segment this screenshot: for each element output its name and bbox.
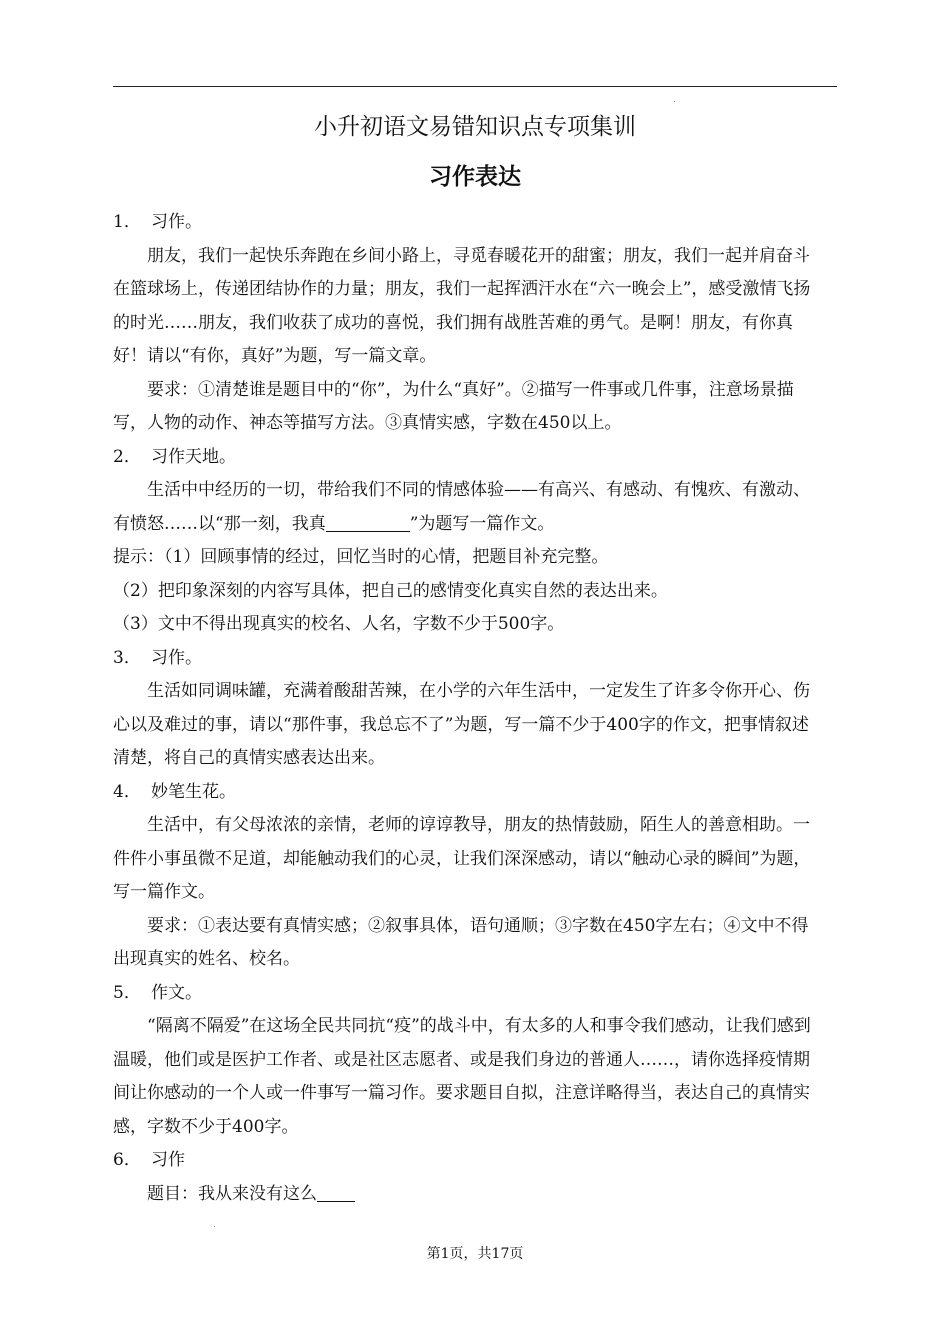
document-title: 小升初语文易错知识点专项集训 — [314, 114, 636, 140]
scan-speck — [214, 1226, 215, 1227]
scan-speck — [674, 101, 675, 102]
question-4-prompt: 生活中，有父母浓浓的亲情，老师的谆谆教导，朋友的热情鼓励，陌生人的善意相助。一件件小事虽微不足道，却能触动我们的心灵，让我们深深感动，请以“触动心录的瞬间”为题，写一篇作文。 — [113, 815, 811, 902]
header-rule — [113, 86, 837, 87]
question-2-tip-2: （2）把印象深刻的内容写具体，把自己的感情变化真实自然的表达出来。 — [113, 580, 668, 601]
page-number: 第1页，共17页 — [426, 1246, 524, 1262]
question-5-heading: 5． 作文。 — [113, 982, 202, 1003]
question-1-prompt: 朋友，我们一起快乐奔跑在乡间小路上，寻觅春暖花开的甜蜜；朋友，我们一起并肩奋斗在篮球场上，传递团结协作的力量；朋友，我们一起挥洒汗水在“六一晚会上”，感受激情飞扬的时光……朋友，我们收获了成功的喜悦，我们拥有战胜苦难的勇气。是啊！朋友，有你真好！请以“有你，真好”为题，写一篇文章。 — [113, 245, 811, 366]
question-5-prompt: “隔离不隔爱”在这场全民共同抗“疫”的战斗中，有太多的人和事令我们感动，让我们感到温暖，他们或是医护工作者、或是社区志愿者、或是我们身边的普通人……，请你选择疫情期间让你感动的一个人或一件事写一篇习作。要求题目自拟，注意详略得当，表达自己的真情实感，字数不少于400字。 — [113, 1016, 811, 1137]
fill-in-blank — [317, 1181, 355, 1202]
question-2-tip-1: 提示：（1）回顾事情的经过，回忆当时的心情，把题目补充完整。 — [113, 547, 609, 567]
question-4-heading: 4． 妙笔生花。 — [113, 781, 236, 802]
question-1-requirements: 要求：①清楚谁是题目中的“你”，为什么“真好”。②描写一件事或几件事，注意场景描写，人物的动作、神态等描写方法。③真情实感，字数在450以上。 — [113, 379, 794, 433]
document-body — [113, 206, 825, 1211]
question-6-prompt: 题目：我从来没有这么 — [113, 1178, 825, 1212]
fill-in-blank — [326, 511, 410, 532]
question-4-requirements: 要求：①表达要有真情实感；②叙事具体，语句通顺；③字数在450字左右；④文中不得出现真实的姓名、校名。 — [113, 915, 809, 969]
question-2-prompt: 生活中中经历的一切，带给我们不同的情感体验——有高兴、有感动、有愧疚、有激动、有愤怒……以“那一刻，我真 ”为题写一篇作文。 — [113, 480, 810, 534]
question-6-heading: 6． 习作 — [113, 1150, 185, 1170]
question-2-heading: 2． 习作天地。 — [113, 446, 236, 467]
question-3-prompt: 生活如同调味罐，充满着酸甜苦辣，在小学的六年生活中，一定发生了许多令你开心、伤心以及难过的事，请以“那件事，我总忘不了”为题，写一篇不少于400字的作文，把事情叙述清楚，将自己的真情实感表达出来。 — [113, 681, 810, 768]
question-2-tip-3: （3）文中不得出现真实的校名、人名，字数不少于500字。 — [113, 614, 565, 634]
question-1-heading: 1． 习作。 — [113, 212, 202, 232]
section-title: 习作表达 — [429, 164, 521, 190]
question-3-heading: 3． 习作。 — [113, 647, 202, 668]
